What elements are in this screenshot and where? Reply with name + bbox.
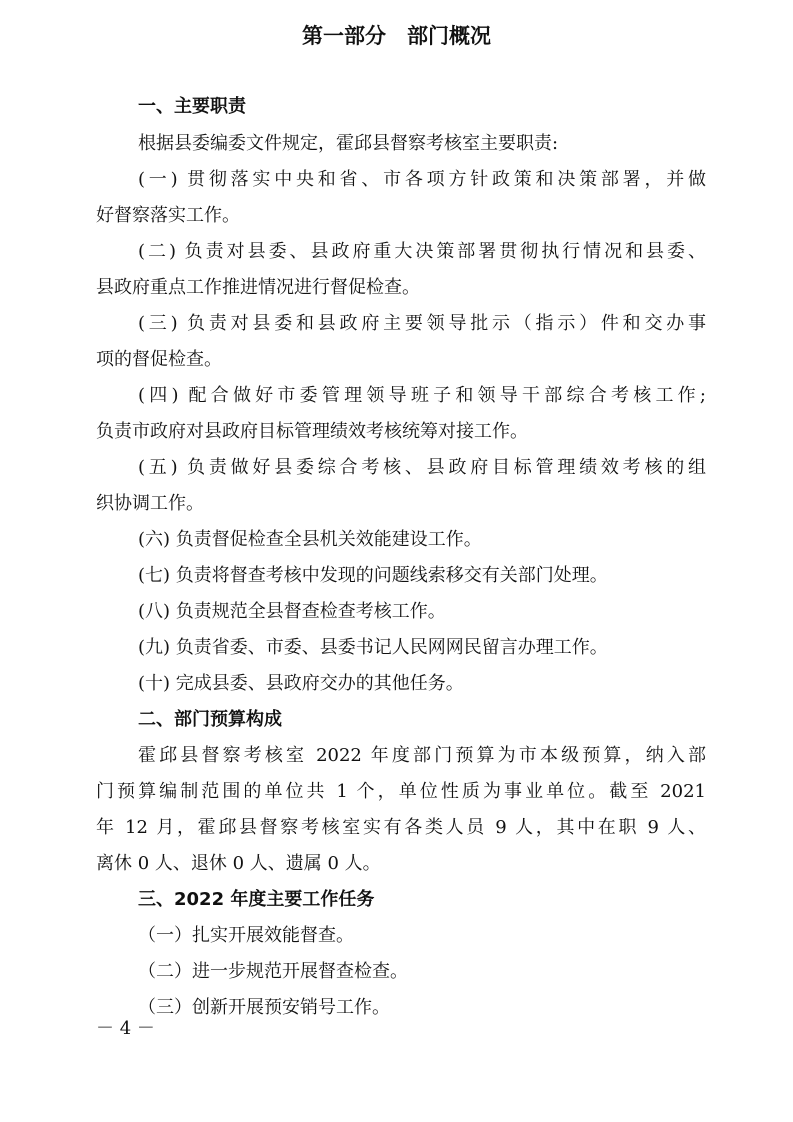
duty-item-7: (七) 负责将督查考核中发现的问题线索移交有关部门处理。 [138,565,608,586]
budget-paragraph-line-4: 离休 0 人、退休 0 人、遗属 0 人。 [96,853,381,874]
page-number: － 4 － [96,1018,155,1039]
duty-item-3-line-1: (三) 负责对县委和县政府主要领导批示（指示）件和交办事 [138,313,706,334]
duty-item-1-line-1: (一) 贯彻落实中央和省、市各项方针政策和决策部署，并做 [138,169,706,190]
duty-item-1-line-2: 好督察落实工作。 [96,205,240,226]
duty-item-3-line-2: 项的督促检查。 [96,349,222,370]
section-heading-budget: 二、部门预算构成 [138,709,282,730]
budget-paragraph-line-1: 霍邱县督察考核室 2022 年度部门预算为市本级预算，纳入部 [138,745,706,766]
duty-item-5-line-2: 织协调工作。 [96,493,204,514]
duty-item-10: (十) 完成县委、县政府交办的其他任务。 [138,673,464,694]
budget-paragraph-line-2: 门预算编制范围的单位共 1 个，单位性质为事业单位。截至 2021 [96,781,706,802]
duty-item-9: (九) 负责省委、市委、县委书记人民网网民留言办理工作。 [138,637,608,658]
duty-item-4-line-2: 负责市政府对县政府目标管理绩效考核统筹对接工作。 [96,421,528,442]
duties-intro: 根据县委编委文件规定，霍邱县督察考核室主要职责: [138,133,559,154]
duty-item-2-line-1: (二) 负责对县委、县政府重大决策部署贯彻执行情况和县委、 [138,241,706,262]
task-item-3: （三）创新开展预安销号工作。 [138,997,390,1018]
duty-item-5-line-1: (五) 负责做好县委综合考核、县政府目标管理绩效考核的组 [138,457,706,478]
task-item-2: （二）进一步规范开展督查检查。 [138,961,408,982]
section-heading-duties: 一、主要职责 [138,96,246,117]
duty-item-2-line-2: 县政府重点工作推进情况进行督促检查。 [96,277,420,298]
task-item-1: （一）扎实开展效能督查。 [138,925,354,946]
duty-item-8: (八) 负责规范全县督查检查考核工作。 [138,601,446,622]
duty-item-6: (六) 负责督促检查全县机关效能建设工作。 [138,529,482,550]
section-heading-tasks: 三、2022 年度主要工作任务 [138,889,375,910]
duty-item-4-line-1: (四) 配合做好市委管理领导班子和领导干部综合考核工作; [138,385,706,406]
budget-paragraph-line-3: 年 12 月，霍邱县督察考核室实有各类人员 9 人，其中在职 9 人、 [96,817,706,838]
page-title: 第一部分 部门概况 [302,24,491,48]
